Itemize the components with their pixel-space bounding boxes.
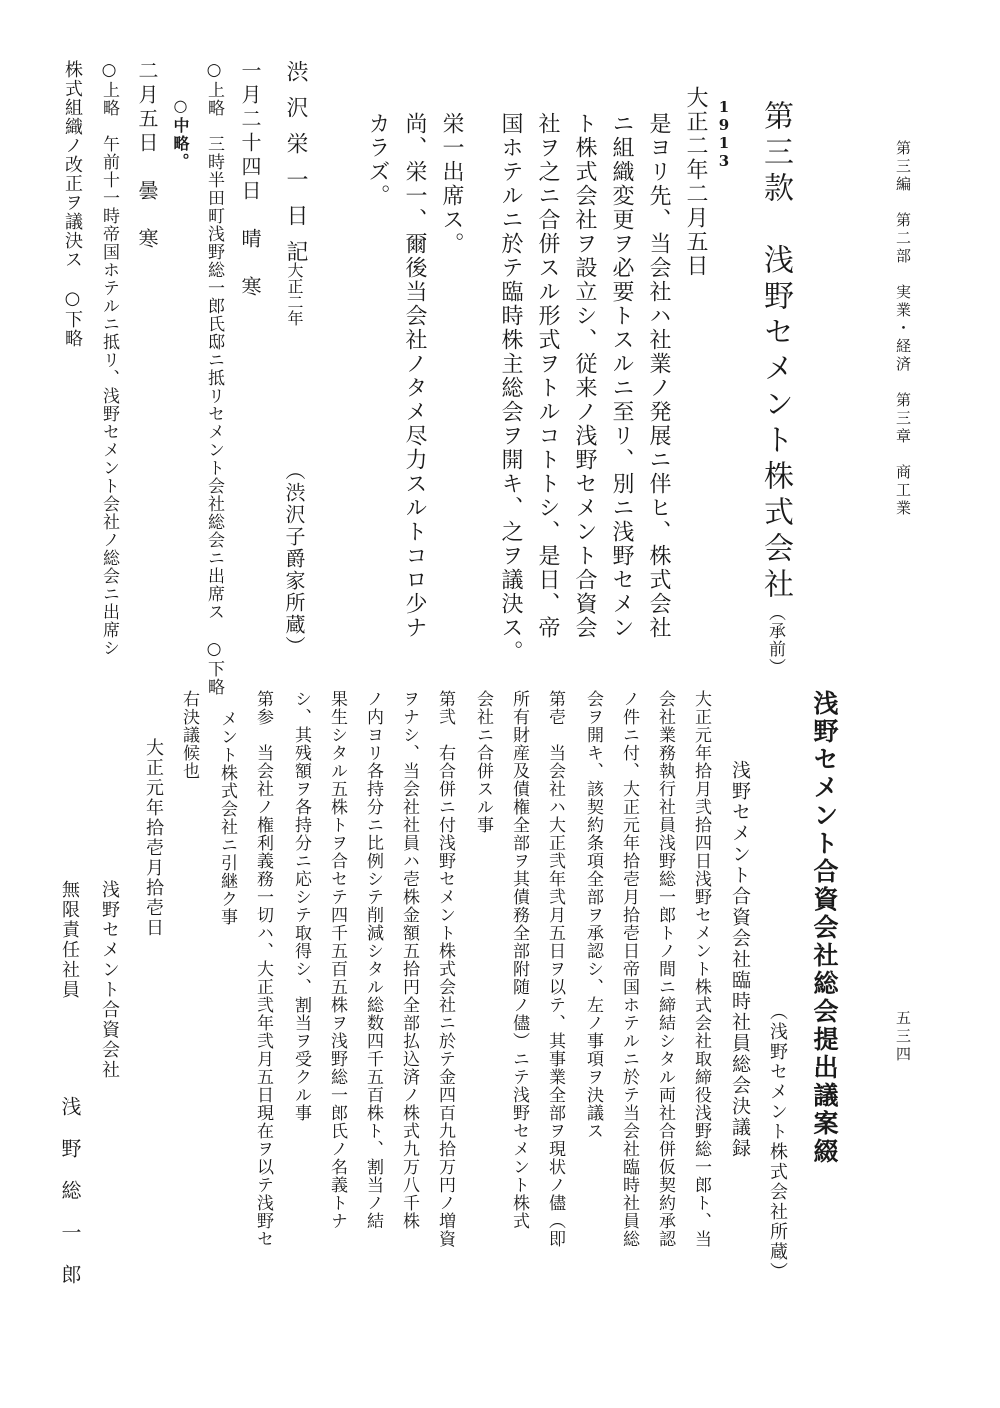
diary-year: 大正二年 bbox=[285, 262, 304, 326]
entry-line: 社ヲ之ニ合併スル形式ヲトルコトトシ、是日、帝 bbox=[535, 112, 560, 640]
running-header: 第三編 第二部 実業・経済 第三章 商工業 bbox=[894, 140, 912, 518]
document-date: 大正元年拾壱月拾壱日 bbox=[143, 738, 164, 938]
document-subtitle: 浅野セメント合資会社臨時社員総会決議録 bbox=[729, 760, 751, 1159]
entry-line: ト株式会社ヲ設立シ、従来ノ浅野セメント合資会 bbox=[572, 112, 597, 640]
document-line: ノ件ニ付、大正元年拾壱月拾壱日帝国ホテルニ於テ当会社臨時社員総 bbox=[619, 690, 639, 1248]
document-line: ヲナシ、当会社社員ハ壱株金額五拾円全部払込済ノ株式九万八千株 bbox=[399, 690, 419, 1230]
document-line: 会社業務執行社員浅野総一郎トノ間ニ締結シタル両社合併仮契約承認 bbox=[655, 690, 675, 1248]
document-line: シ、其残額ヲ各持分ニ応シテ取得シ、割当ヲ受クル事 bbox=[291, 690, 311, 1122]
document-line: 会ヲ開キ、該契約条項全部ヲ承認シ、左ノ事項ヲ決議ス bbox=[583, 690, 603, 1140]
document-company: 浅野セメント合資会社 bbox=[99, 880, 120, 1080]
document-title: 浅野セメント合資会社総会提出議案綴 bbox=[810, 690, 839, 1166]
diary-line: 一月二十四日 晴 寒 bbox=[238, 60, 262, 300]
diary-source: （渋沢子爵家所蔵） bbox=[282, 460, 306, 658]
diary-line: ○上略 午前十一時帝国ホテルニ抵リ、浅野セメント会社ノ総会ニ出席シ bbox=[99, 60, 119, 657]
diary-line: ○上略 三時半田町浅野総一郎氏邸ニ抵リセメント会社総会ニ出席ス ○下略 bbox=[204, 60, 224, 696]
document-line: 所有財産及債権全部ヲ其債務全部附随ノ儘）ニテ浅野セメント株式 bbox=[509, 690, 529, 1230]
document-line: メント株式会社ニ引継ク事 bbox=[217, 710, 237, 926]
document-signer-name: 浅野総一郎 bbox=[58, 1096, 82, 1306]
document-line: 右決議候也 bbox=[179, 690, 199, 780]
diary-title: 渋沢栄一日記 bbox=[283, 60, 308, 276]
document-line: 会社ニ合併スル事 bbox=[473, 690, 493, 834]
diary-line: 株式組織ノ改正ヲ議決ス ○下略 bbox=[62, 60, 83, 348]
section-title-suffix: （承前） bbox=[765, 604, 785, 676]
entry-line: カラズ。 bbox=[365, 112, 390, 208]
entry-line: 国ホテルニ於テ臨時株主総会ヲ開キ、之ヲ議決ス。 bbox=[498, 112, 523, 664]
document-line: 第壱 当会社ハ大正弐年弐月五日ヲ以テ、其事業全部ヲ現状ノ儘（即 bbox=[545, 690, 565, 1248]
entry-line: 尚、栄一、爾後当会社ノタメ尽力スルトコロ少ナ bbox=[402, 112, 427, 640]
document-line: 大正元年拾月弐拾四日浅野セメント株式会社取締役浅野総一郎ト、当 bbox=[691, 690, 711, 1248]
document-signer-title: 無限責任社員 bbox=[59, 880, 80, 1000]
document-line: 第弐 右合併ニ付浅野セメント株式会社ニ於テ金四百九拾万円ノ増資 bbox=[435, 690, 455, 1248]
entry-date: 大正二年二月五日 bbox=[683, 86, 708, 278]
entry-year: 1913 bbox=[715, 98, 733, 170]
entry-line: ニ組織変更ヲ必要トスルニ至リ、別ニ浅野セメン bbox=[609, 112, 634, 640]
document-source: （浅野セメント株式会社所蔵） bbox=[767, 1002, 788, 1282]
entry-line: 栄一出席ス。 bbox=[439, 112, 464, 256]
entry-line: 是ヨリ先、当会社ハ社業ノ発展ニ伴ヒ、株式会社 bbox=[646, 112, 671, 640]
document-line: 第参 当会社ノ権利義務一切ハ、大正弐年弐月五日現在ヲ以テ浅野セ bbox=[253, 690, 273, 1248]
document-line: ノ内ヨリ各持分ニ比例シテ削減シタル総数四千五百株ト、割当ノ結 bbox=[363, 690, 383, 1230]
diary-line: ○中略。 bbox=[171, 96, 190, 171]
page-number: 五三四 bbox=[894, 1010, 912, 1064]
diary-line: 二月五日 曇 寒 bbox=[135, 60, 159, 252]
section-title-text: 第三款 浅野セメント株式会社 bbox=[758, 100, 793, 604]
document-line: 果生シタル五株トヲ合セテ四千五百五株ヲ浅野総一郎氏ノ名義トナ bbox=[327, 690, 347, 1230]
section-title bbox=[758, 100, 793, 676]
